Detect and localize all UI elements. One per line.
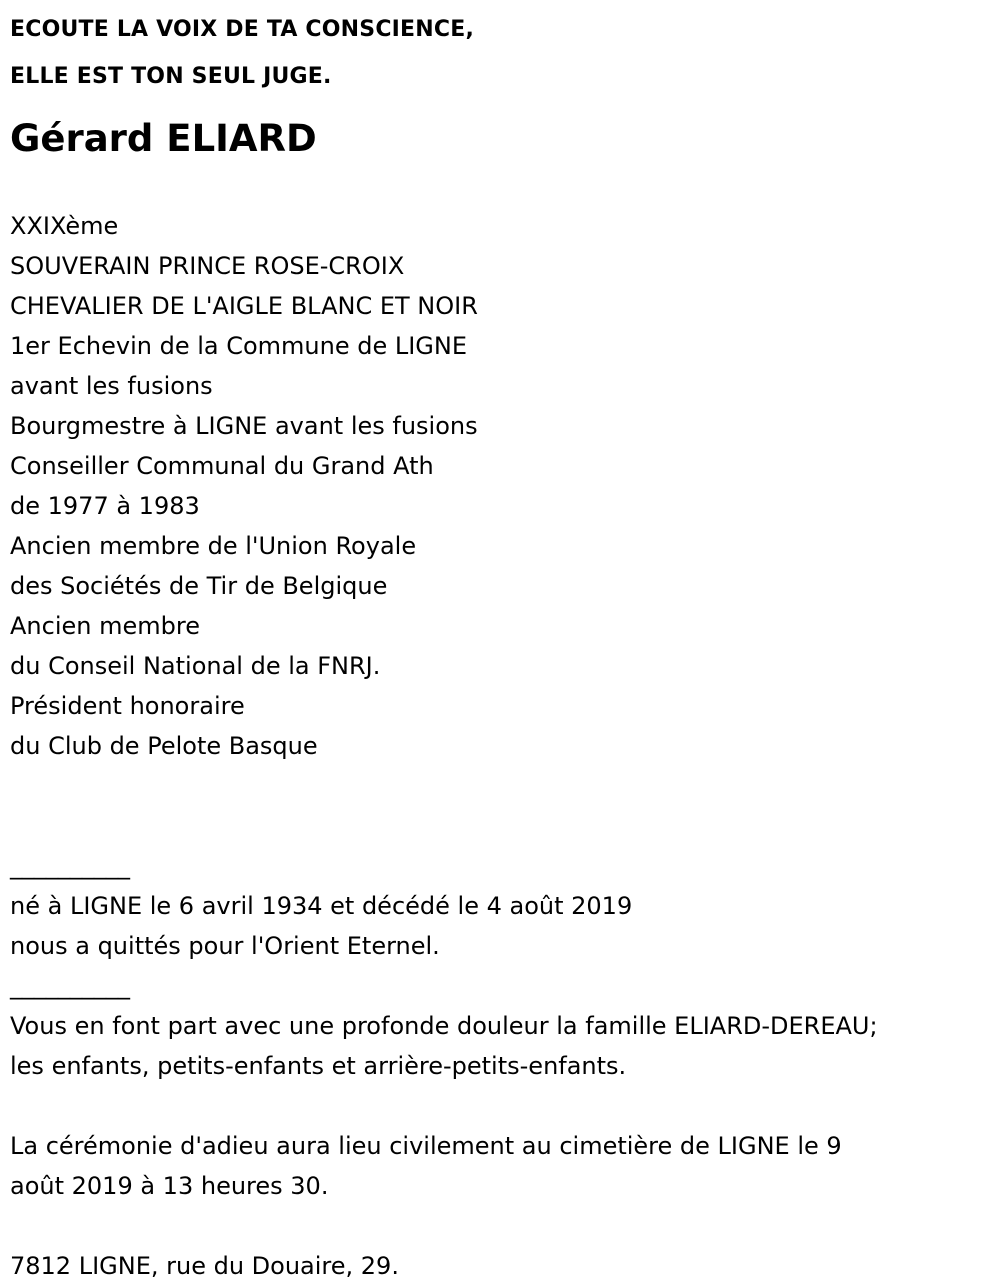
title-line: Ancien membre de l'Union Royale: [10, 532, 417, 560]
title-line: du Club de Pelote Basque: [10, 732, 318, 760]
ceremony-line: août 2019 à 13 heures 30.: [10, 1172, 329, 1200]
epigraph: [10, 0, 990, 100]
deceased-name: Gérard ELIARD: [10, 117, 317, 160]
spacer: [10, 1086, 990, 1126]
title-line: SOUVERAIN PRINCE ROSE-CROIX: [10, 252, 405, 280]
title-line: Conseiller Communal du Grand Ath: [10, 452, 434, 480]
family-line: les enfants, petits-enfants et arrière-petits-enfants.: [10, 1052, 627, 1080]
title-line: avant les fusions: [10, 372, 213, 400]
title-line: des Sociétés de Tir de Belgique: [10, 572, 388, 600]
title-line: 1er Echevin de la Commune de LIGNE: [10, 332, 468, 360]
spacer: [10, 1206, 990, 1246]
separator-line: __________: [10, 972, 130, 1000]
family-section: [10, 1006, 990, 1086]
title-line: Bourgmestre à LIGNE avant les fusions: [10, 412, 478, 440]
title-line: Ancien membre: [10, 612, 200, 640]
address-line: 7812 LIGNE, rue du Douaire, 29.: [10, 1252, 399, 1280]
spacer: [10, 766, 990, 806]
dates-line: nous a quittés pour l'Orient Eternel.: [10, 932, 440, 960]
title-line: du Conseil National de la FNRJ.: [10, 652, 381, 680]
title-line: Président honoraire: [10, 692, 245, 720]
ceremony-line: La cérémonie d'adieu aura lieu civilement au cimetière de LIGNE le 9: [10, 1132, 842, 1160]
epigraph-line: ELLE EST TON SEUL JUGE.: [10, 64, 332, 89]
separator-line: __________: [10, 852, 130, 880]
dates-line: né à LIGNE le 6 avril 1934 et décédé le 4 août 2019: [10, 892, 633, 920]
title-line: de 1977 à 1983: [10, 492, 200, 520]
obituary-notice: [10, 0, 990, 1286]
spacer: [10, 806, 990, 846]
title-line: XXIXème: [10, 212, 119, 240]
epigraph-line: ECOUTE LA VOIX DE TA CONSCIENCE,: [10, 17, 475, 42]
family-line: Vous en font part avec une profonde douleur la famille ELIARD-DEREAU;: [10, 1012, 878, 1040]
dates-section: [10, 886, 990, 966]
title-line: CHEVALIER DE L'AIGLE BLANC ET NOIR: [10, 292, 478, 320]
titles-list: [10, 206, 990, 766]
ceremony-section: [10, 1126, 990, 1206]
